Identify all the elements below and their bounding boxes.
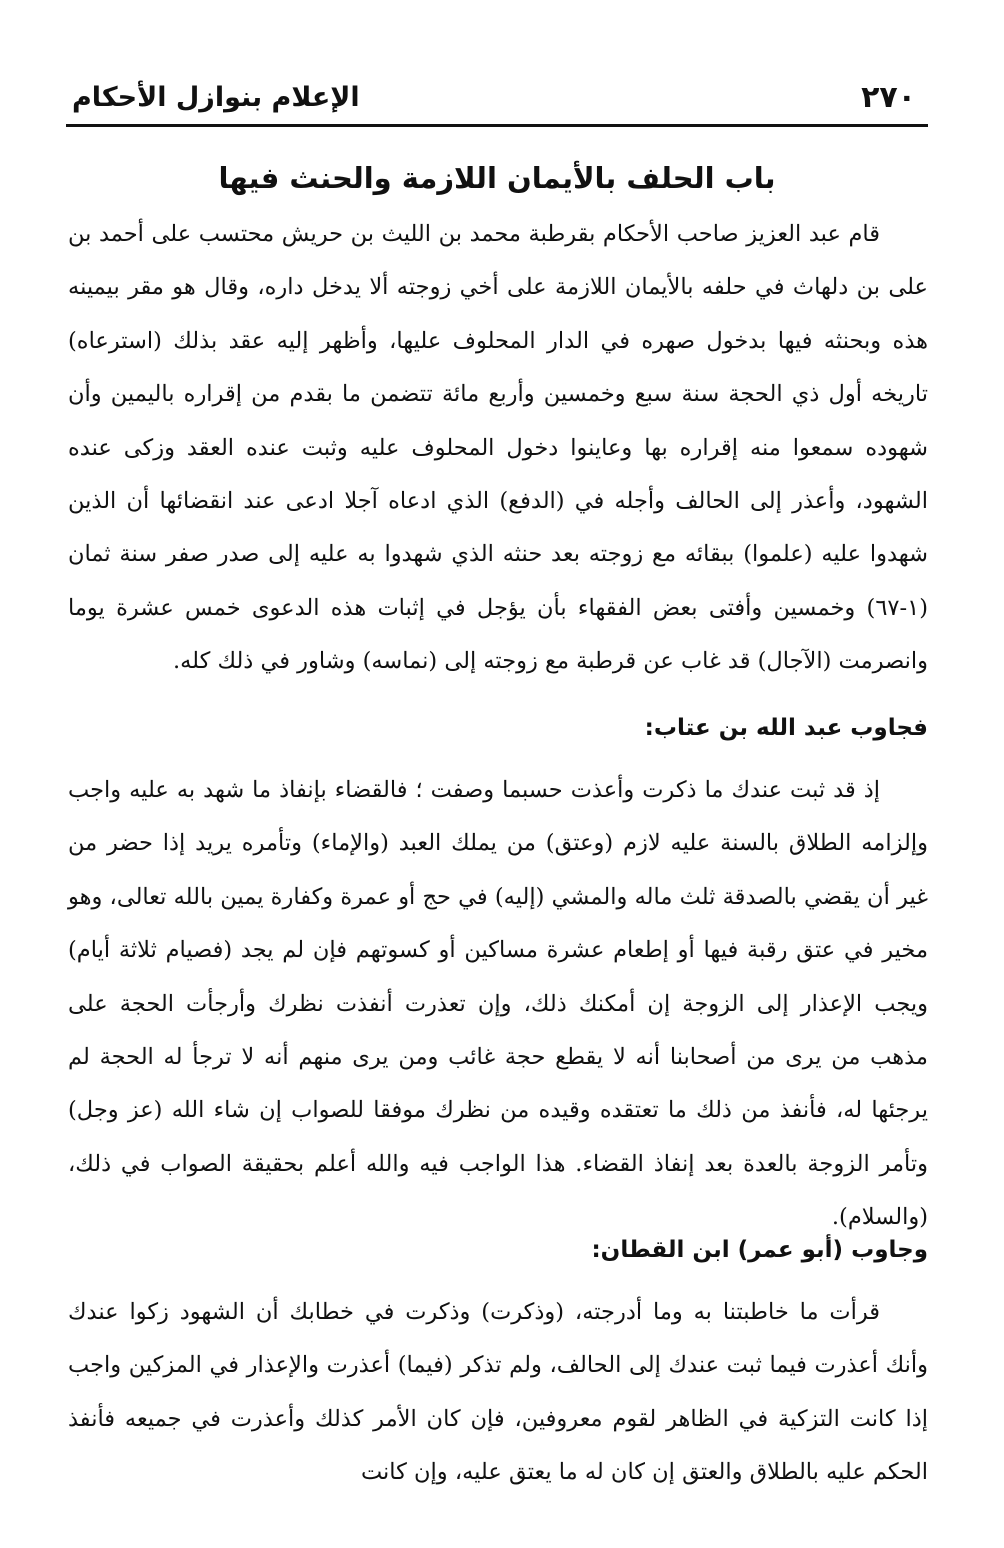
page-number: ٢٧٠ (861, 80, 916, 115)
running-title: الإعلام بنوازل الأحكام (72, 82, 360, 113)
paragraph-question: قام عبد العزيز صاحب الأحكام بقرطبة محمد بن الليث بن حريش محتسب على أحمد بن على بن دلهاث في حلفه بالأيمان اللازمة على أخي زوجته ألا يدخل داره، وقال هو مقر بيمينه هذه وبحنثه فيها بدخول صهره في الدار المحلوف عليها، وأظهر إليه عقد بذلك (استرعاه) تاريخه أول ذي الحجة سنة سبع وخمسين وأربع مائة تتضمن ما بقدم من إقراره باليمين وأن شهوده سمعوا منه إقراره بها وعاينوا دخول المحلوف عليه وثبت عنده العقد وزكى عنده الشهود، وأعذر إلى الحالف وأجله في (الدفع) الذي ادعاه آجلا ادعى عند انقضائها أن الذين شهدوا عليه (علموا) ببقائه مع زوجته بعد حنثه الذي شهدوا به عليه إلى صدر صفر سنة ثمان (١-٦٧) وخمسين وأفتى بعض الفقهاء بأن يؤجل في إثبات هذه الدعوى خمس عشرة يوما وانصرمت (الآجال) قد غاب عن قرطبة مع زوجته إلى (نماسه) وشاور في ذلك كله. (68, 221, 928, 675)
paragraph-answer-ibn-attab: إذ قد ثبت عندك ما ذكرت وأعذت حسبما وصفت ؛ فالقضاء بإنفاذ ما شهد به عليه واجب وإلزامه الطلاق بالسنة عليه لازم (وعتق) من يملك العبد (والإماء) وتأمره يريد إذا حضر من غير أن يقضي بالصدقة ثلث ماله والمشي (إليه) في حج أو عمرة وكفارة يمين بالله تعالى، وهو مخير في عتق رقبة فيها أو إطعام عشرة مساكين أو كسوتهم فإن لم يجد (فصيام ثلاثة أيام) ويجب الإعذار إلى الزوجة إن أمكنك ذلك، وإن تعذرت أنفذت نظرك وأرجأت الحجة على مذهب من يرى من أصحابنا أنه لا يقطع حجة غائب ومن يرى منهم أنه لا ترجأ له الحجة لم يرجئها له، فأنفذ من ذلك ما تعتقده وقيده من نظرك موفقا للصواب إن شاء الله (عز وجل) وتأمر الزوجة بالعدة بعد إنفاذ القضاء. هذا الواجب فيه والله أعلم بحقيقة الصواب في ذلك، (والسلام). (68, 777, 928, 1231)
paragraph-answer-ibn-al-qattan: قرأت ما خاطبتنا به وما أدرجته، (وذكرت) وذكرت في خطابك أن الشهود زكوا عندك وأنك أعذرت فيما ثبت عندك إلى الحالف، ولم تذكر (فيما) أعذرت والإعذار في المزكين واجب إذا كانت التزكية في الظاهر لقوم معروفين، فإن كان الأمر كذلك وأعذرت في جميعه فأنفذ الحكم عليه بالطلاق والعتق إن كان له ما يعتق عليه، وإن كانت (68, 1299, 928, 1486)
chapter-title: باب الحلف بالأيمان اللازمة والحنث فيها (218, 161, 776, 195)
header-divider (66, 124, 928, 127)
answer-heading-ibn-attab: فجاوب عبد الله بن عتاب: (644, 715, 928, 741)
answer-heading-ibn-al-qattan: وجاوب (أبو عمر) ابن القطان: (591, 1237, 928, 1263)
page-header (66, 78, 928, 122)
